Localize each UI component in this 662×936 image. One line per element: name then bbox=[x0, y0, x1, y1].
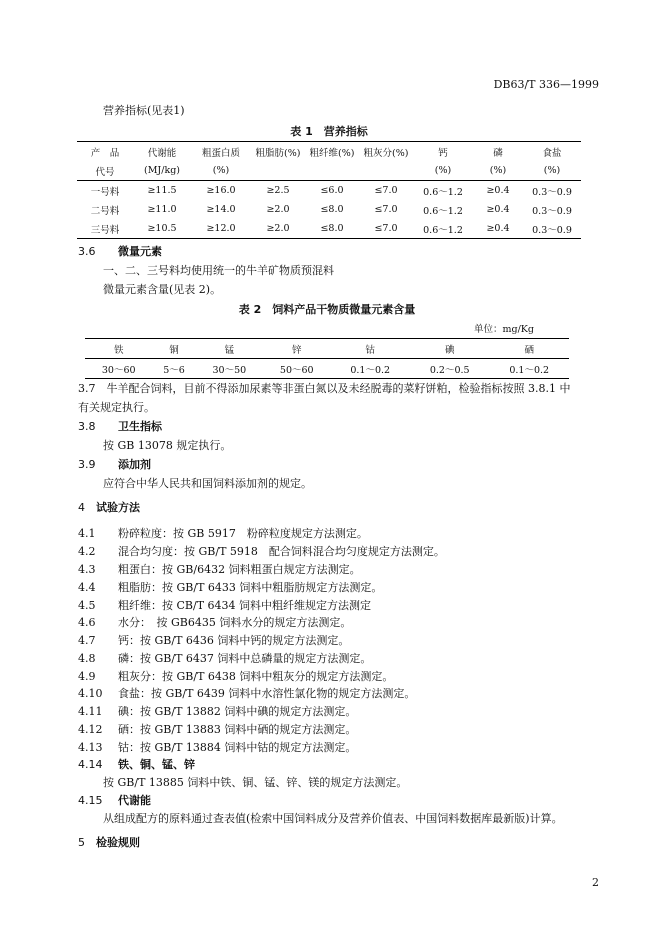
section-title: 代谢能 bbox=[118, 794, 151, 807]
table1-header-cell: (%) bbox=[523, 161, 581, 181]
table1-header-cell: 粗蛋白质 bbox=[191, 142, 251, 162]
table-cell: ≥16.0 bbox=[206, 185, 236, 196]
table-row bbox=[77, 181, 581, 201]
method-number: 4.9 bbox=[78, 670, 96, 683]
method-text: 粗蛋白：按 GB/6432 饲料粗蛋白规定方法测定。 bbox=[118, 563, 361, 576]
intro-text: 营养指标(见表1) bbox=[103, 104, 185, 117]
method-text: 食盐：按 GB/T 6439 饲料中水溶性氯化物的规定方法测定。 bbox=[118, 687, 416, 700]
section-number: 3.6 bbox=[78, 245, 96, 258]
table-cell: ≤7.0 bbox=[374, 204, 398, 215]
section-number: 3.8 bbox=[78, 420, 96, 433]
table-cell: ≥2.0 bbox=[251, 219, 305, 239]
table-cell: ≥0.4 bbox=[486, 185, 510, 196]
table-cell: 0.2～0.5 bbox=[410, 359, 489, 379]
table-cell: ≤8.0 bbox=[305, 219, 359, 239]
table-cell: ≥0.4 bbox=[473, 219, 523, 239]
table-cell: ≥2.5 bbox=[266, 185, 290, 196]
table-cell: 50～60 bbox=[263, 359, 330, 379]
method-text: 硒：按 GB/T 13883 饲料中硒的规定方法测定。 bbox=[118, 723, 357, 736]
table2-header-cell: 碘 bbox=[410, 339, 489, 359]
table1-header-cell: 代谢能 bbox=[133, 142, 191, 162]
table-cell: ≤8.0 bbox=[320, 204, 344, 215]
method-number: 4.2 bbox=[78, 545, 96, 558]
table-cell: 30～60 bbox=[85, 359, 152, 379]
table1-caption: 表 1 营养指标 bbox=[290, 125, 368, 138]
table-cell: 0.6～1.2 bbox=[423, 205, 463, 217]
method-item bbox=[78, 525, 368, 541]
table-cell: ≥11.5 bbox=[147, 185, 177, 196]
method-text: 钙：按 GB/T 6436 饲料中钙的规定方法测定。 bbox=[118, 634, 350, 647]
method-item bbox=[78, 668, 393, 684]
trace-element-table bbox=[85, 338, 569, 379]
table1-header-cell: 磷 bbox=[473, 142, 523, 162]
paragraph: 应符合中华人民共和国饲料添加剂的规定。 bbox=[103, 477, 312, 490]
section-3-8-heading bbox=[78, 418, 162, 434]
table-cell: 一号料 bbox=[90, 186, 120, 198]
section-number: 4 bbox=[78, 501, 85, 514]
table-row bbox=[85, 359, 569, 379]
table-cell: 0.1～0.2 bbox=[330, 359, 409, 379]
table-cell: 30～50 bbox=[196, 359, 263, 379]
table2-header-cell: 钴 bbox=[330, 339, 409, 359]
method-item bbox=[78, 614, 351, 630]
method-item bbox=[78, 739, 356, 755]
method-number: 4.11 bbox=[78, 705, 103, 718]
method-item bbox=[78, 650, 371, 666]
method-number: 4.1 bbox=[78, 527, 96, 540]
table-cell: ≥10.5 bbox=[133, 219, 191, 239]
table-cell: ≥11.0 bbox=[147, 204, 177, 215]
table-cell: ≥2.0 bbox=[266, 204, 290, 215]
table-cell: 0.6～1.2 bbox=[413, 219, 473, 239]
table-cell: 0.3～0.9 bbox=[523, 219, 581, 239]
method-text: 粉碎粒度：按 GB 5917 粉碎粒度规定方法测定。 bbox=[118, 527, 368, 540]
section-number: 3.9 bbox=[78, 458, 96, 471]
section-title: 微量元素 bbox=[118, 245, 162, 258]
table-cell: 0.6～1.2 bbox=[423, 186, 463, 198]
method-item bbox=[78, 561, 361, 577]
paragraph: 微量元素含量(见表 2)。 bbox=[103, 283, 222, 296]
table1-header-cell: 粗灰分(%) bbox=[359, 142, 413, 162]
document-code: DB63/T 336—1999 bbox=[493, 78, 599, 91]
table2-header-cell: 铁 bbox=[85, 339, 152, 359]
method-item bbox=[78, 721, 356, 737]
table-cell: ≤6.0 bbox=[320, 185, 344, 196]
table2-caption: 表 2 饲料产品干物质微量元素含量 bbox=[238, 303, 416, 316]
table-cell: 0.3～0.9 bbox=[532, 186, 572, 198]
method-text: 粗灰分：按 GB/T 6438 饲料中粗灰分的规定方法测定。 bbox=[118, 670, 394, 683]
method-text: 碘：按 GB/T 13882 饲料中碘的规定方法测定。 bbox=[118, 705, 357, 718]
paragraph: 从组成配方的原料通过查表值(检索中国饲料成分及营养价值表、中国饲料数据库最新版)计算。 bbox=[103, 812, 563, 825]
table2-unit: 单位：mg/Kg bbox=[474, 324, 534, 335]
paragraph: 按 GB 13078 规定执行。 bbox=[103, 439, 232, 452]
section-title: 添加剂 bbox=[118, 458, 151, 471]
section-number: 5 bbox=[78, 836, 85, 849]
table1-header-cell: (%) bbox=[473, 161, 523, 181]
table2-header-cell: 锌 bbox=[263, 339, 330, 359]
table-cell: ≥14.0 bbox=[206, 204, 236, 215]
table2-header-cell: 硒 bbox=[489, 339, 569, 359]
table-cell: ≤7.0 bbox=[359, 219, 413, 239]
table-cell: 0.1～0.2 bbox=[489, 359, 569, 379]
table1-header-cell: 产 品 bbox=[77, 142, 133, 162]
method-number: 4.5 bbox=[78, 599, 96, 612]
method-item bbox=[78, 543, 445, 559]
table1-header-cell: 钙 bbox=[413, 142, 473, 162]
table-row bbox=[77, 200, 581, 219]
table-row bbox=[77, 219, 581, 239]
section-5-heading bbox=[78, 834, 140, 850]
table1-header-cell: (%) bbox=[413, 161, 473, 181]
table2-header-cell: 铜 bbox=[152, 339, 195, 359]
table1-header-cell: 代号 bbox=[77, 161, 133, 181]
method-number: 4.12 bbox=[78, 723, 103, 736]
table1-header-row bbox=[77, 161, 581, 181]
method-number: 4.3 bbox=[78, 563, 96, 576]
table-cell: 三号料 bbox=[77, 219, 133, 239]
method-text: 钴：按 GB/T 13884 饲料中钴的规定方法测定。 bbox=[118, 741, 357, 754]
paragraph: 有关规定执行。 bbox=[78, 401, 155, 414]
nutrition-table bbox=[77, 141, 581, 239]
section-4-14-heading bbox=[78, 756, 195, 772]
section-number: 4.14 bbox=[78, 758, 103, 771]
method-number: 4.13 bbox=[78, 741, 103, 754]
method-number: 4.8 bbox=[78, 652, 96, 665]
section-4-15-heading bbox=[78, 792, 151, 808]
method-number: 4.7 bbox=[78, 634, 96, 647]
table-cell: ≤7.0 bbox=[374, 185, 398, 196]
section-title: 卫生指标 bbox=[118, 420, 162, 433]
table1-header-cell bbox=[251, 161, 305, 181]
table1-header-cell bbox=[359, 161, 413, 181]
section-4-heading bbox=[78, 499, 140, 515]
method-item bbox=[78, 597, 371, 613]
section-3-9-heading bbox=[78, 456, 151, 472]
table-cell: ≥0.4 bbox=[486, 204, 510, 215]
method-item bbox=[78, 703, 356, 719]
method-text: 混合均匀度：按 GB/T 5918 配合饲料混合均匀度规定方法测定。 bbox=[118, 545, 445, 558]
section-title: 检验规则 bbox=[96, 836, 140, 849]
table2-header-row bbox=[85, 339, 569, 359]
method-item bbox=[78, 579, 382, 595]
page-number: 2 bbox=[592, 876, 599, 889]
table2-header-cell: 锰 bbox=[196, 339, 263, 359]
section-number: 4.15 bbox=[78, 794, 103, 807]
method-text: 粗纤维：按 CB/T 6434 饲料中粗纤维规定方法测定 bbox=[118, 599, 372, 612]
section-title: 试验方法 bbox=[96, 501, 140, 514]
method-number: 4.10 bbox=[78, 687, 103, 700]
method-text: 磷：按 GB/T 6437 饲料中总磷量的规定方法测定。 bbox=[118, 652, 372, 665]
table-cell: ≥12.0 bbox=[191, 219, 251, 239]
table-cell: 5～6 bbox=[152, 359, 195, 379]
table-cell: 0.3～0.9 bbox=[532, 205, 572, 217]
paragraph: 3.7 牛羊配合饲料，目前不得添加尿素等非蛋白氮以及未经脱毒的菜籽饼粕，检验指标按照 3.8.1 中 bbox=[78, 382, 571, 395]
method-number: 4.4 bbox=[78, 581, 96, 594]
table1-header-row bbox=[77, 142, 581, 162]
paragraph: 一、二、三号料均使用统一的牛羊矿物质预混料 bbox=[103, 264, 334, 277]
method-text: 粗脂肪：按 GB/T 6433 饲料中粗脂肪规定方法测定。 bbox=[118, 581, 383, 594]
paragraph: 按 GB/T 13885 饲料中铁、铜、锰、锌、镁的规定方法测定。 bbox=[103, 776, 408, 789]
table1-header-cell: (MJ/kg) bbox=[133, 161, 191, 181]
method-number: 4.6 bbox=[78, 616, 96, 629]
table1-header-cell: (%) bbox=[191, 161, 251, 181]
table1-header-cell: 食盐 bbox=[523, 142, 581, 162]
table1-header-cell: 粗纤维(%) bbox=[305, 142, 359, 162]
method-item bbox=[78, 632, 349, 648]
section-title: 铁、铜、锰、锌 bbox=[118, 758, 195, 771]
table-cell: 二号料 bbox=[90, 205, 120, 217]
method-item bbox=[78, 685, 415, 701]
section-3-6-heading bbox=[78, 243, 162, 259]
method-text: 水分： 按 GB6435 饲料水分的规定方法测定。 bbox=[118, 616, 352, 629]
table1-header-cell: 粗脂肪(%) bbox=[251, 142, 305, 162]
table1-header-cell bbox=[305, 161, 359, 181]
